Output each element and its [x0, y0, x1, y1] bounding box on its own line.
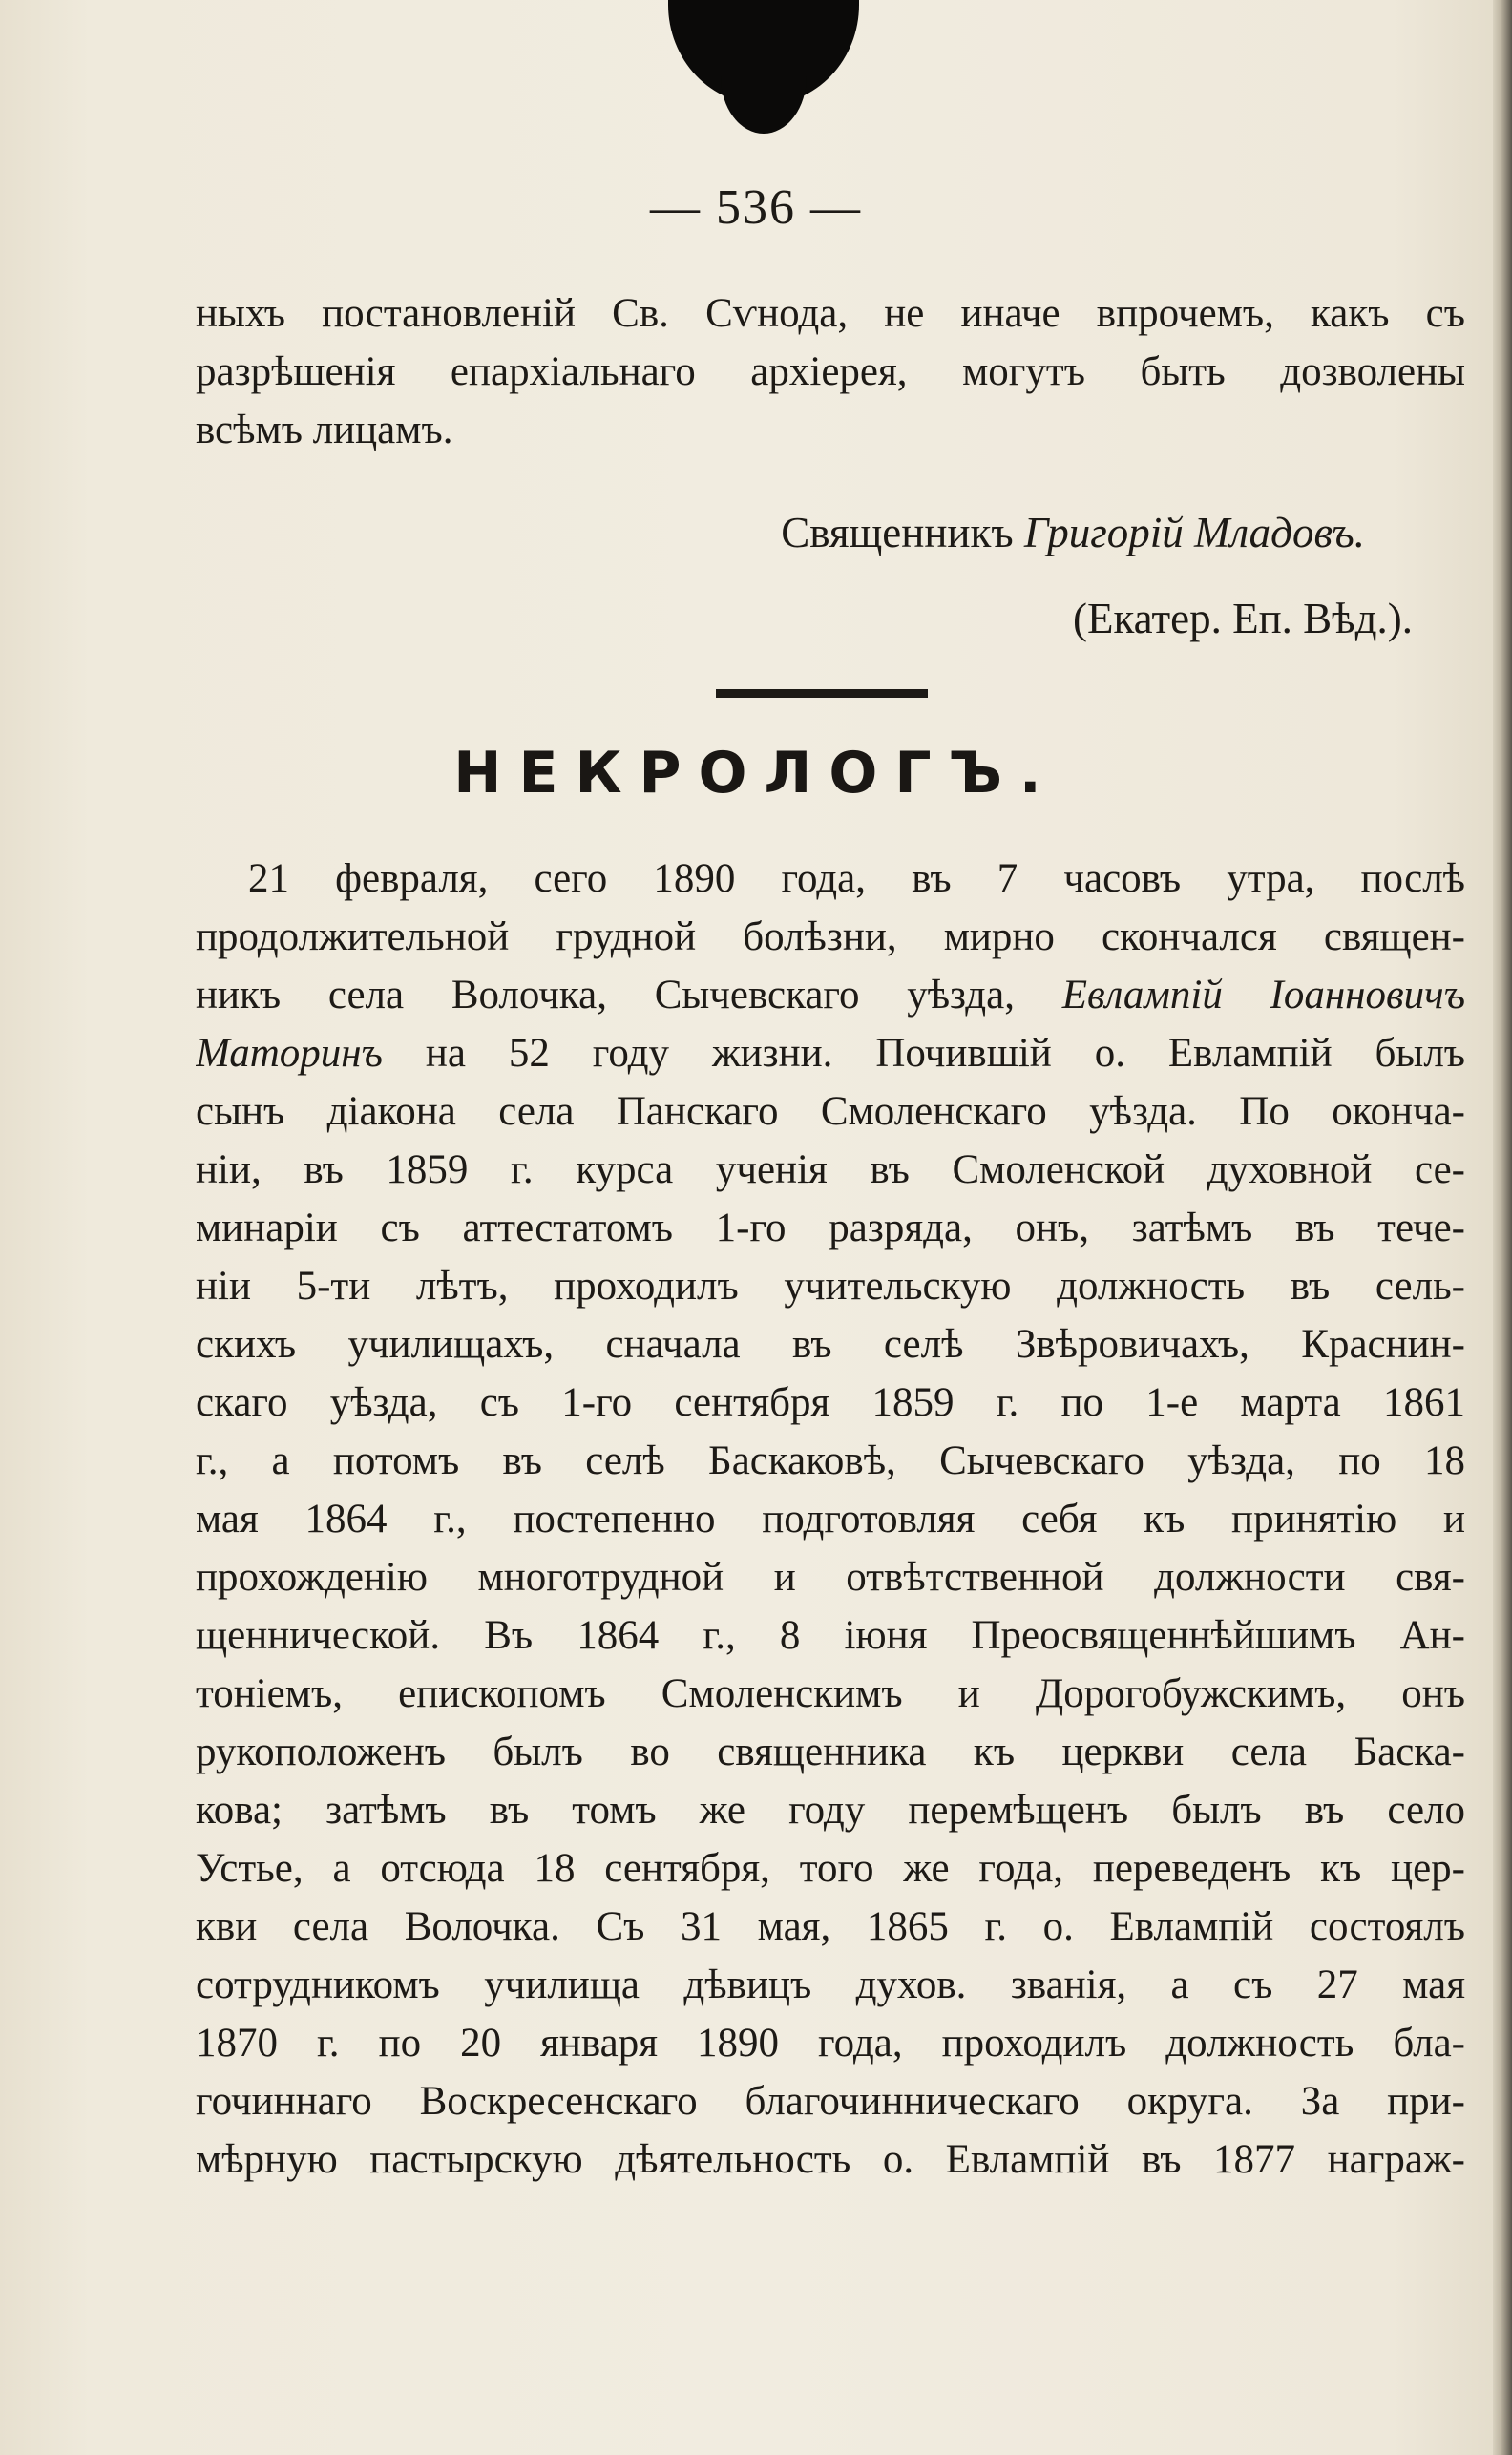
text-line: разрѣшенія епархіальнаго архіерея, могутъ быть дозволены — [196, 349, 1465, 394]
page-number: — 536 — — [650, 180, 862, 235]
signature-title: Священникъ — [781, 509, 1014, 556]
person-surname: Маторинъ — [196, 1031, 383, 1076]
text-line: щеннической. Въ 1864 г., 8 іюня Преосвященнѣйшимъ Ан- — [196, 1613, 1465, 1658]
text-line: мѣрную пастырскую дѣятельность о. Евлампій въ 1877 награж- — [196, 2137, 1465, 2182]
text-line: рукоположенъ былъ во священника къ церкви села Баска- — [196, 1730, 1465, 1774]
text-line — [196, 1024, 1465, 1082]
signature-name: Григорій Младовъ. — [1023, 509, 1365, 556]
text-span: никъ села Волочка, Сычевскаго уѣзда, — [196, 973, 1015, 1018]
text-line: гочиннаго Воскресенскаго благочинническаго округа. За при- — [196, 2079, 1465, 2124]
text-line: кви села Волочка. Съ 31 мая, 1865 г. о. Евлампій состоялъ — [196, 1904, 1465, 1949]
text-line: Устье, а отсюда 18 сентября, того же года, переведенъ къ цер- — [196, 1846, 1465, 1891]
text-line: сотрудникомъ училища дѣвицъ духов. званія, а съ 27 мая — [196, 1962, 1465, 2007]
person-name: Евлампій Іоанновичъ — [1061, 973, 1465, 1018]
text-line: продолжительной грудной болѣзни, мирно скончался священ- — [196, 914, 1465, 959]
text-line: ныхъ постановленій Св. Сѵнода, не иначе впрочемъ, какъ съ — [196, 291, 1465, 336]
text-line: 1870 г. по 20 января 1890 года, проходилъ должность бла- — [196, 2021, 1465, 2066]
text-line: г., а потомъ въ селѣ Баскаковѣ, Сычевскаго уѣзда, по 18 — [196, 1438, 1465, 1483]
section-heading: НЕКРОЛОГЪ. — [453, 740, 1059, 807]
text-line: тоніемъ, епископомъ Смоленскимъ и Дорогобужскимъ, онъ — [196, 1671, 1465, 1716]
page-edge — [1493, 0, 1512, 2455]
text-line — [196, 966, 1465, 1024]
text-line: всѣмъ лицамъ. — [196, 408, 453, 452]
ink-blot — [668, 0, 859, 105]
text-line: ніи, въ 1859 г. курса ученія въ Смоленской духовной се- — [196, 1147, 1465, 1192]
section-divider — [716, 689, 928, 698]
text-line: 21 февраля, сего 1890 года, въ 7 часовъ утра, послѣ — [248, 856, 1465, 901]
source-citation: (Екатер. Еп. Вѣд.). — [1072, 595, 1413, 642]
paragraph-previous-article — [196, 284, 1465, 459]
text-line: мая 1864 г., постепенно подготовляя себя къ принятію и — [196, 1497, 1465, 1542]
text-line: прохожденію многотрудной и отвѣтственной должности свя- — [196, 1555, 1465, 1600]
text-line: кова; затѣмъ въ томъ же году перемѣщенъ былъ въ село — [196, 1788, 1465, 1833]
text-line: скаго уѣзда, съ 1-го сентября 1859 г. по 1-е марта 1861 — [196, 1380, 1465, 1425]
signature — [0, 504, 1365, 561]
obituary-paragraph — [196, 850, 1465, 2189]
text-line: минаріи съ аттестатомъ 1-го разряда, онъ, затѣмъ въ тече- — [196, 1206, 1465, 1250]
text-line: сынъ діакона села Панскаго Смоленскаго уѣзда. По оконча- — [196, 1089, 1465, 1134]
text-line: скихъ училищахъ, сначала въ селѣ Звѣровичахъ, Краснин- — [196, 1322, 1465, 1367]
text-line: ніи 5-ти лѣтъ, проходилъ учительскую должность въ сель- — [196, 1264, 1465, 1309]
text-span: на 52 году жизни. Почившій о. Евлампій былъ — [425, 1031, 1465, 1076]
